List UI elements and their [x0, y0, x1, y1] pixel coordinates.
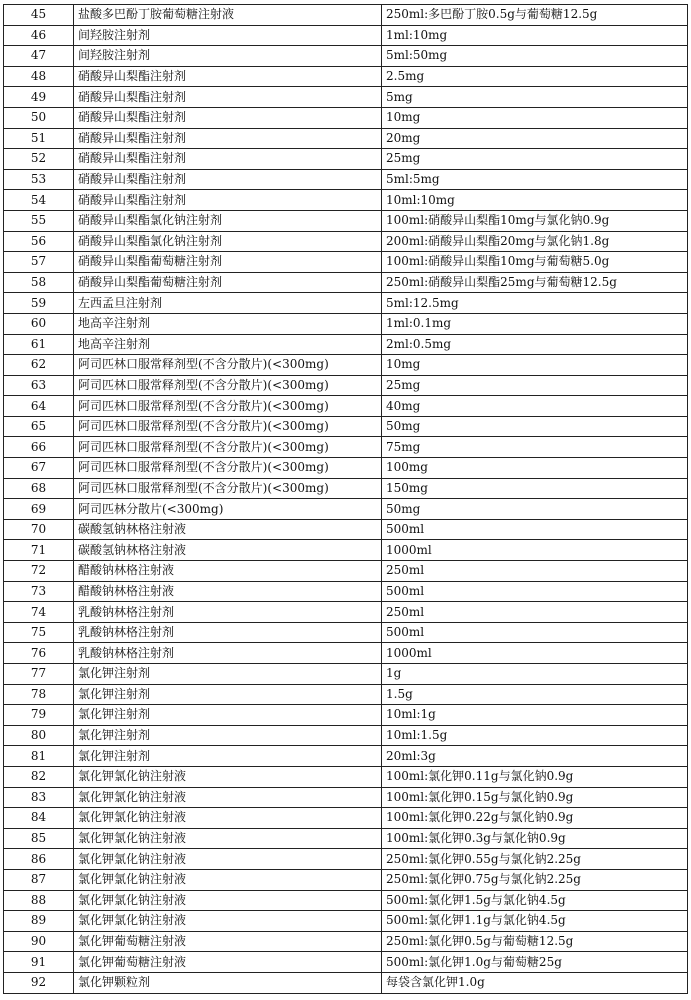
row-number-cell: 62 — [4, 355, 74, 376]
drug-name-cell: 左西孟旦注射剂 — [74, 293, 382, 314]
table-row — [4, 911, 688, 932]
table-row — [4, 561, 688, 582]
table-row — [4, 602, 688, 623]
drug-spec-cell: 100ml:氯化钾0.11g与氯化钠0.9g — [382, 766, 688, 787]
table-row — [4, 705, 688, 726]
drug-name-cell: 乳酸钠林格注射剂 — [74, 643, 382, 664]
table-row — [4, 231, 688, 252]
table-row — [4, 581, 688, 602]
drug-spec-cell: 250ml:多巴酚丁胺0.5g与葡萄糖12.5g — [382, 5, 688, 26]
drug-name-cell: 碳酸氢钠林格注射液 — [74, 540, 382, 561]
row-number-cell: 48 — [4, 66, 74, 87]
drug-spec-cell: 2ml:0.5mg — [382, 334, 688, 355]
drug-name-cell: 硝酸异山梨酯注射剂 — [74, 87, 382, 108]
drug-spec-cell: 10mg — [382, 355, 688, 376]
table-body — [4, 5, 688, 994]
drug-name-cell: 硝酸异山梨酯葡萄糖注射剂 — [74, 252, 382, 273]
drug-spec-cell: 150mg — [382, 478, 688, 499]
row-number-cell: 69 — [4, 499, 74, 520]
drug-spec-cell: 100ml:氯化钾0.3g与氯化钠0.9g — [382, 828, 688, 849]
drug-name-cell: 硝酸异山梨酯注射剂 — [74, 169, 382, 190]
drug-spec-cell: 500ml:氯化钾1.1g与氯化钠4.5g — [382, 911, 688, 932]
drug-name-cell: 氯化钾氯化钠注射液 — [74, 828, 382, 849]
drug-spec-cell: 1ml:10mg — [382, 25, 688, 46]
drug-spec-cell: 100ml:硝酸异山梨酯10mg与葡萄糖5.0g — [382, 252, 688, 273]
drug-spec-cell: 20ml:3g — [382, 746, 688, 767]
drug-name-cell: 氯化钾氯化钠注射液 — [74, 766, 382, 787]
row-number-cell: 92 — [4, 972, 74, 993]
drug-name-cell: 氯化钾氯化钠注射液 — [74, 911, 382, 932]
row-number-cell: 65 — [4, 416, 74, 437]
drug-spec-cell: 250ml — [382, 561, 688, 582]
row-number-cell: 60 — [4, 313, 74, 334]
row-number-cell: 57 — [4, 252, 74, 273]
drug-spec-cell: 25mg — [382, 149, 688, 170]
table-row — [4, 972, 688, 993]
drug-name-cell: 碳酸氢钠林格注射液 — [74, 519, 382, 540]
drug-spec-cell: 5mg — [382, 87, 688, 108]
row-number-cell: 45 — [4, 5, 74, 26]
row-number-cell: 80 — [4, 725, 74, 746]
drug-spec-cell: 10mg — [382, 107, 688, 128]
table-row — [4, 849, 688, 870]
table-row — [4, 66, 688, 87]
drug-spec-cell: 50mg — [382, 416, 688, 437]
drug-name-cell: 氯化钾氯化钠注射液 — [74, 787, 382, 808]
table-row — [4, 869, 688, 890]
row-number-cell: 61 — [4, 334, 74, 355]
table-row — [4, 375, 688, 396]
table-row — [4, 210, 688, 231]
table-row — [4, 437, 688, 458]
drug-name-cell: 硝酸异山梨酯注射剂 — [74, 190, 382, 211]
table-row — [4, 458, 688, 479]
table-row — [4, 725, 688, 746]
drug-spec-cell: 1000ml — [382, 540, 688, 561]
drug-name-cell: 氯化钾注射剂 — [74, 705, 382, 726]
table-row — [4, 252, 688, 273]
drug-spec-cell: 25mg — [382, 375, 688, 396]
drug-name-cell: 硝酸异山梨酯注射剂 — [74, 66, 382, 87]
row-number-cell: 85 — [4, 828, 74, 849]
drug-name-cell: 地高辛注射剂 — [74, 313, 382, 334]
drug-name-cell: 乳酸钠林格注射剂 — [74, 602, 382, 623]
row-number-cell: 75 — [4, 622, 74, 643]
drug-name-cell: 阿司匹林口服常释剂型(不含分散片)(<300mg) — [74, 458, 382, 479]
drug-name-cell: 盐酸多巴酚丁胺葡萄糖注射液 — [74, 5, 382, 26]
drug-name-cell: 氯化钾颗粒剂 — [74, 972, 382, 993]
drug-name-cell: 地高辛注射剂 — [74, 334, 382, 355]
row-number-cell: 64 — [4, 396, 74, 417]
drug-name-cell: 氯化钾氯化钠注射液 — [74, 849, 382, 870]
drug-spec-cell: 250ml:氯化钾0.5g与葡萄糖12.5g — [382, 931, 688, 952]
table-row — [4, 5, 688, 26]
table-row — [4, 643, 688, 664]
drug-name-cell: 氯化钾葡萄糖注射液 — [74, 931, 382, 952]
table-row — [4, 149, 688, 170]
drug-name-cell: 醋酸钠林格注射液 — [74, 561, 382, 582]
row-number-cell: 51 — [4, 128, 74, 149]
drug-name-cell: 硝酸异山梨酯氯化钠注射剂 — [74, 231, 382, 252]
drug-spec-cell: 1g — [382, 664, 688, 685]
table-row — [4, 622, 688, 643]
row-number-cell: 46 — [4, 25, 74, 46]
table-row — [4, 890, 688, 911]
drug-name-cell: 阿司匹林口服常释剂型(不含分散片)(<300mg) — [74, 437, 382, 458]
drug-spec-cell: 100ml:氯化钾0.15g与氯化钠0.9g — [382, 787, 688, 808]
drug-name-cell: 氯化钾氯化钠注射液 — [74, 869, 382, 890]
drug-spec-cell: 2.5mg — [382, 66, 688, 87]
table-row — [4, 107, 688, 128]
row-number-cell: 58 — [4, 272, 74, 293]
drug-name-cell: 氯化钾氯化钠注射液 — [74, 808, 382, 829]
table-row — [4, 396, 688, 417]
row-number-cell: 87 — [4, 869, 74, 890]
drug-spec-cell: 5ml:5mg — [382, 169, 688, 190]
drug-spec-cell: 每袋含氯化钾1.0g — [382, 972, 688, 993]
drug-spec-cell: 10ml:10mg — [382, 190, 688, 211]
drug-spec-cell: 100ml:氯化钾0.22g与氯化钠0.9g — [382, 808, 688, 829]
row-number-cell: 76 — [4, 643, 74, 664]
drug-spec-cell: 500ml — [382, 622, 688, 643]
row-number-cell: 59 — [4, 293, 74, 314]
table-row — [4, 808, 688, 829]
row-number-cell: 53 — [4, 169, 74, 190]
row-number-cell: 86 — [4, 849, 74, 870]
row-number-cell: 83 — [4, 787, 74, 808]
drug-spec-table — [3, 4, 688, 994]
drug-spec-cell: 10ml:1.5g — [382, 725, 688, 746]
drug-name-cell: 间羟胺注射剂 — [74, 46, 382, 67]
drug-name-cell: 硝酸异山梨酯注射剂 — [74, 128, 382, 149]
table-row — [4, 746, 688, 767]
drug-spec-cell: 100ml:硝酸异山梨酯10mg与氯化钠0.9g — [382, 210, 688, 231]
table-row — [4, 46, 688, 67]
drug-name-cell: 醋酸钠林格注射液 — [74, 581, 382, 602]
drug-spec-cell: 10ml:1g — [382, 705, 688, 726]
row-number-cell: 78 — [4, 684, 74, 705]
row-number-cell: 63 — [4, 375, 74, 396]
row-number-cell: 88 — [4, 890, 74, 911]
drug-name-cell: 氯化钾注射剂 — [74, 664, 382, 685]
drug-spec-cell: 250ml:氯化钾0.55g与氯化钠2.25g — [382, 849, 688, 870]
drug-name-cell: 阿司匹林分散片(<300mg) — [74, 499, 382, 520]
row-number-cell: 82 — [4, 766, 74, 787]
drug-spec-cell: 1ml:0.1mg — [382, 313, 688, 334]
row-number-cell: 81 — [4, 746, 74, 767]
drug-spec-cell: 250ml — [382, 602, 688, 623]
drug-spec-cell: 500ml — [382, 519, 688, 540]
row-number-cell: 49 — [4, 87, 74, 108]
row-number-cell: 68 — [4, 478, 74, 499]
table-row — [4, 313, 688, 334]
drug-spec-cell: 200ml:硝酸异山梨酯20mg与氯化钠1.8g — [382, 231, 688, 252]
drug-name-cell: 阿司匹林口服常释剂型(不含分散片)(<300mg) — [74, 416, 382, 437]
row-number-cell: 77 — [4, 664, 74, 685]
table-row — [4, 416, 688, 437]
drug-spec-cell: 500ml:氯化钾1.0g与葡萄糖25g — [382, 952, 688, 973]
drug-name-cell: 阿司匹林口服常释剂型(不含分散片)(<300mg) — [74, 355, 382, 376]
drug-spec-cell: 40mg — [382, 396, 688, 417]
drug-name-cell: 阿司匹林口服常释剂型(不含分散片)(<300mg) — [74, 478, 382, 499]
drug-name-cell: 硝酸异山梨酯葡萄糖注射剂 — [74, 272, 382, 293]
row-number-cell: 56 — [4, 231, 74, 252]
table-row — [4, 952, 688, 973]
table-row — [4, 664, 688, 685]
drug-name-cell: 硝酸异山梨酯注射剂 — [74, 149, 382, 170]
drug-name-cell: 氯化钾注射剂 — [74, 746, 382, 767]
table-row — [4, 87, 688, 108]
row-number-cell: 84 — [4, 808, 74, 829]
table-row — [4, 355, 688, 376]
table-row — [4, 478, 688, 499]
table-row — [4, 684, 688, 705]
table-row — [4, 787, 688, 808]
table-row — [4, 766, 688, 787]
row-number-cell: 89 — [4, 911, 74, 932]
row-number-cell: 90 — [4, 931, 74, 952]
row-number-cell: 50 — [4, 107, 74, 128]
row-number-cell: 91 — [4, 952, 74, 973]
drug-spec-cell: 1000ml — [382, 643, 688, 664]
table-row — [4, 25, 688, 46]
drug-spec-cell: 75mg — [382, 437, 688, 458]
table-row — [4, 334, 688, 355]
row-number-cell: 55 — [4, 210, 74, 231]
table-row — [4, 519, 688, 540]
table-row — [4, 128, 688, 149]
row-number-cell: 72 — [4, 561, 74, 582]
row-number-cell: 71 — [4, 540, 74, 561]
row-number-cell: 73 — [4, 581, 74, 602]
drug-name-cell: 阿司匹林口服常释剂型(不含分散片)(<300mg) — [74, 396, 382, 417]
table-row — [4, 272, 688, 293]
drug-name-cell: 乳酸钠林格注射剂 — [74, 622, 382, 643]
drug-spec-cell: 50mg — [382, 499, 688, 520]
drug-spec-cell: 100mg — [382, 458, 688, 479]
drug-spec-cell: 500ml:氯化钾1.5g与氯化钠4.5g — [382, 890, 688, 911]
table-row — [4, 931, 688, 952]
drug-spec-cell: 250ml:氯化钾0.75g与氯化钠2.25g — [382, 869, 688, 890]
table-row — [4, 190, 688, 211]
row-number-cell: 79 — [4, 705, 74, 726]
drug-spec-cell: 250ml:硝酸异山梨酯25mg与葡萄糖12.5g — [382, 272, 688, 293]
drug-spec-cell: 500ml — [382, 581, 688, 602]
row-number-cell: 47 — [4, 46, 74, 67]
drug-spec-cell: 20mg — [382, 128, 688, 149]
drug-spec-cell: 5ml:12.5mg — [382, 293, 688, 314]
row-number-cell: 74 — [4, 602, 74, 623]
row-number-cell: 54 — [4, 190, 74, 211]
table-row — [4, 828, 688, 849]
drug-name-cell: 氯化钾氯化钠注射液 — [74, 890, 382, 911]
drug-spec-cell: 5ml:50mg — [382, 46, 688, 67]
drug-name-cell: 阿司匹林口服常释剂型(不含分散片)(<300mg) — [74, 375, 382, 396]
row-number-cell: 67 — [4, 458, 74, 479]
table-row — [4, 499, 688, 520]
drug-name-cell: 氯化钾葡萄糖注射液 — [74, 952, 382, 973]
row-number-cell: 52 — [4, 149, 74, 170]
table-row — [4, 540, 688, 561]
drug-name-cell: 硝酸异山梨酯氯化钠注射剂 — [74, 210, 382, 231]
table-row — [4, 293, 688, 314]
drug-name-cell: 氯化钾注射剂 — [74, 725, 382, 746]
drug-spec-cell: 1.5g — [382, 684, 688, 705]
table-row — [4, 169, 688, 190]
row-number-cell: 66 — [4, 437, 74, 458]
drug-name-cell: 氯化钾注射剂 — [74, 684, 382, 705]
drug-name-cell: 硝酸异山梨酯注射剂 — [74, 107, 382, 128]
row-number-cell: 70 — [4, 519, 74, 540]
drug-name-cell: 间羟胺注射剂 — [74, 25, 382, 46]
